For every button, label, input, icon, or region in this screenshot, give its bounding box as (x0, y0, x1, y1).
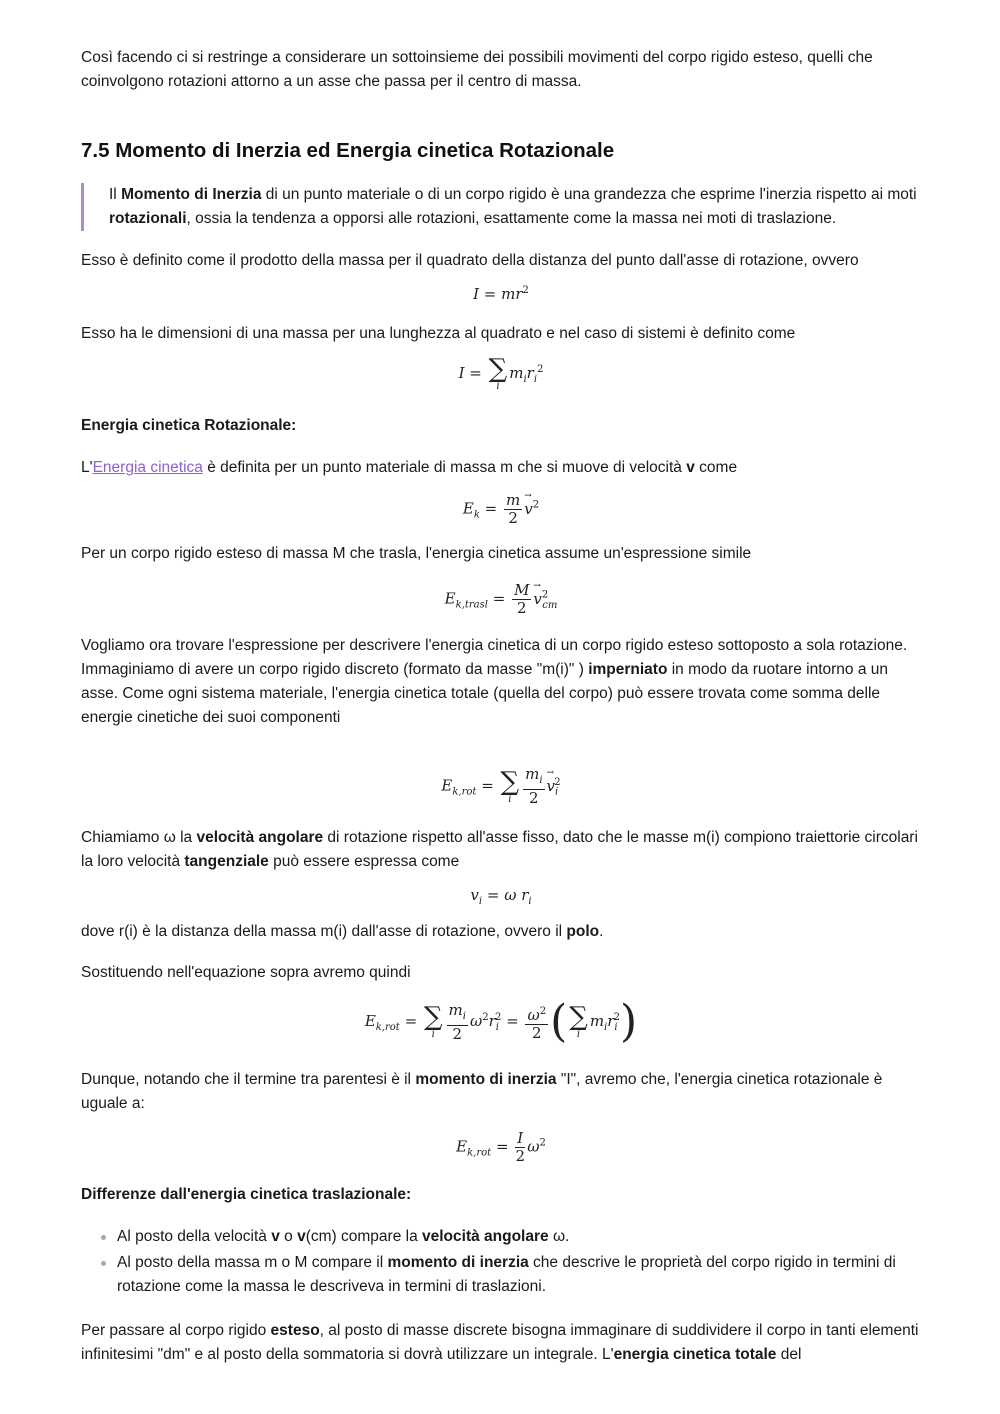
intro-paragraph: Così facendo ci si restringe a considerare un sottoinsieme dei possibili movimenti del corpo rigido esteso, quelli che coinvolgono rotazioni attorno a un asse che passa per il centro di massa. (81, 49, 873, 90)
equation-tangential-velocity: $v_i = \omega$ $r_i$ (470, 886, 532, 907)
equation-kinetic-translation: $E_{k,trasl}$ = $\frac{M}{2}$ → $v^2_{cm}$ (81, 582, 921, 617)
list-item: Al posto della velocità v o v(cm) compare la velocità angolare ω. (117, 1225, 921, 1249)
closing-paragraph: Per passare al corpo rigido esteso, al posto di masse discrete bisogna immaginare di suddividere il corpo in tanti elementi infinitesimi "dm" e al posto della sommatoria si dovrà utilizzare un integrale. L'energia cinetica totale del (81, 1322, 919, 1363)
energy-intro-paragraph: L'Energia cinetica è definita per un punto materiale di massa m che si muove di velocità v come (81, 459, 738, 476)
equation-kinetic-rotation-final: $E_{k,rot}$ = $\frac{I}{2}$ $\omega^2$ (456, 1129, 546, 1165)
equation-kinetic-rotation-sum: $E_{k,rot}$ = ∑ i $\frac{m_i}{2}$ → $v_i^2$ (81, 766, 921, 807)
differences-list (81, 1225, 921, 1301)
equation-kinetic-point: $E_k$ = $\frac{m}{2}$ → $v^2$ (81, 492, 921, 527)
list-item: Al posto della massa m o M compare il momento di inerzia che descrive le proprietà del corpo rigido in termini di rotazione come la massa le descriveva in termini di traslazioni. (117, 1251, 921, 1299)
dimensions-paragraph: Esso ha le dimensioni di una massa per una lunghezza al quadrato e nel caso di sistemi è definito come (81, 325, 796, 342)
definition-blockquote: Il Momento di Inerzia di un punto materiale o di un corpo rigido è una grandezza che esprime l'inerzia rispetto ai moti rotazionali, ossia la tendenza a opporsi alle rotazioni, esattamente come la massa nei moti di traslazione. (81, 183, 921, 231)
radius-paragraph: dove r(i) è la distanza della massa m(i) dall'asse di rotazione, ovvero il polo. (81, 923, 604, 940)
equation-inertia-point: $I = mr^2$ (473, 285, 529, 303)
substitution-paragraph: Sostituendo nell'equazione sopra avremo quindi (81, 964, 411, 981)
energy-link[interactable]: Energia cinetica (92, 459, 203, 476)
conclusion-paragraph: Dunque, notando che il termine tra parentesi è il momento di inerzia "I", avremo che, l'energia cinetica rotazionale è uguale a: (81, 1071, 883, 1112)
definition-paragraph: Esso è definito come il prodotto della massa per il quadrato della distanza del punto dall'asse di rotazione, ovvero (81, 252, 859, 269)
angular-velocity-paragraph: Chiamiamo ω la velocità angolare di rotazione rispetto all'asse fisso, dato che le masse m(i) compiono traiettorie circolari la loro velocità tangenziale può essere espressa come (81, 829, 918, 870)
differences-heading: Differenze dall'energia cinetica traslazionale: (81, 1186, 412, 1203)
equation-inertia-system: I = ∑ i $m_ir_i^2$ (458, 354, 544, 392)
translation-paragraph: Per un corpo rigido esteso di massa M che trasla, l'energia cinetica assume un'espressione simile (81, 545, 752, 562)
rotation-intro-paragraph: Vogliamo ora trovare l'espressione per descrivere l'energia cinetica di un corpo rigido esteso sottoposto a sola rotazione. Immaginiamo di avere un corpo rigido discreto (formato da masse "m(i)" ) imperniato in modo da ruotare intorno a un asse. Come ogni sistema materiale, l'energia cinetica totale (quella del corpo) può essere trovata come somma delle energie cinetiche dei suoi componenti (81, 637, 908, 726)
section-title: 7.5 Momento di Inerzia ed Energia cinetica Rotazionale (81, 139, 615, 162)
energy-heading: Energia cinetica Rotazionale: (81, 417, 297, 434)
equation-kinetic-rotation-expanded: $E_{k,rot}$ = ∑ i $\frac{m_i}{2}$ $\omega^2r_i^2$ = $\frac{\omega^2}{2}$ ( ∑ i $m_ir_i^2$) (364, 996, 638, 1047)
